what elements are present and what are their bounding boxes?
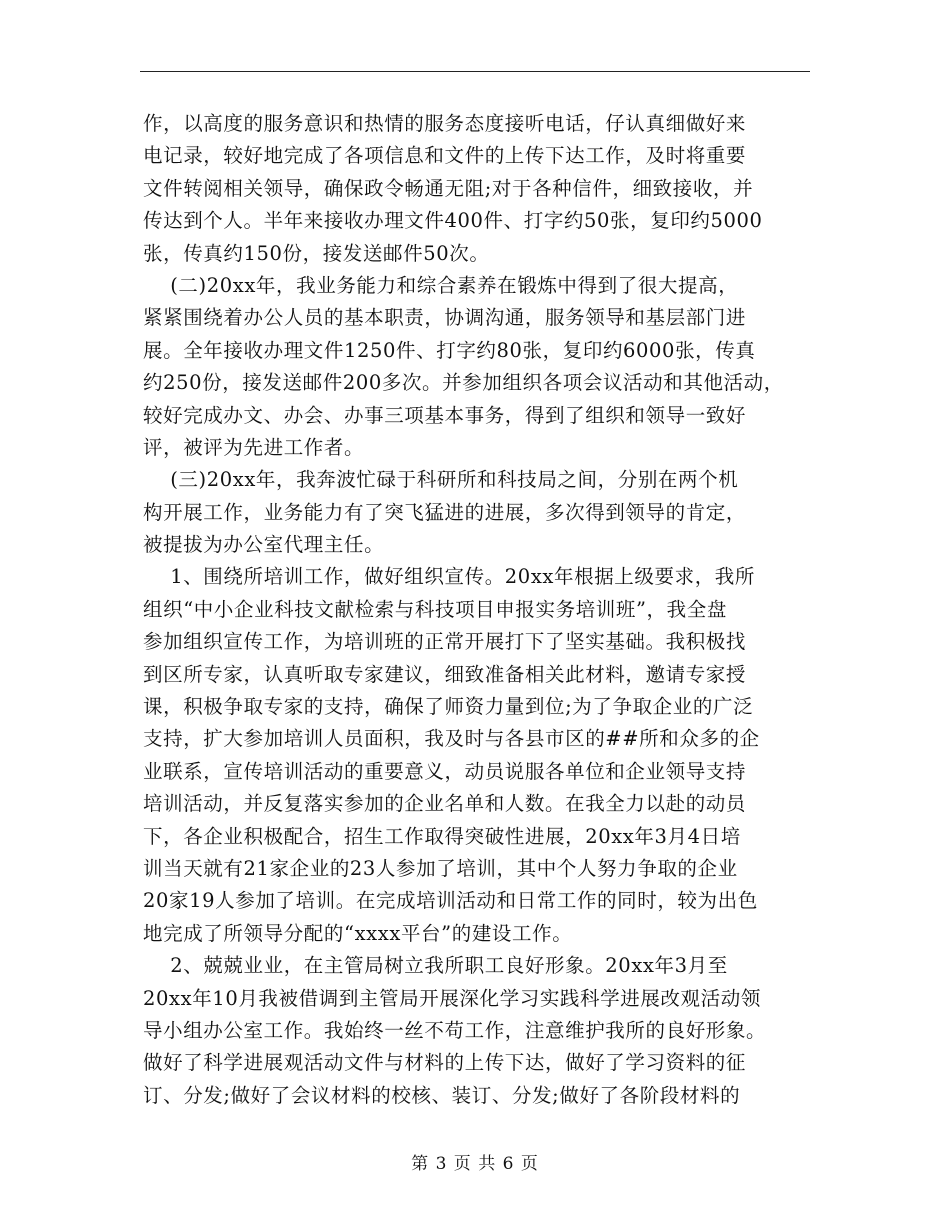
- text-line: 组织“中小企业科技文献检索与科技项目申报实务培训班”，我全盘: [143, 597, 727, 621]
- page-footer: 第 3 页 共 6 页: [411, 1154, 539, 1174]
- text-line: 构开展工作，业务能力有了突飞猛进的进展，多次得到领导的肯定，: [143, 500, 747, 524]
- text-line: 张，传真约150份，接发送邮件50次。: [143, 241, 490, 265]
- text-line: 电记录，较好地完成了各项信息和文件的上传下达工作，及时将重要: [143, 144, 747, 168]
- text-line: 培训活动，并反复落实参加的企业名单和人数。在我全力以赴的动员: [143, 792, 747, 816]
- text-line: 作，以高度的服务意识和热情的服务态度接听电话，仔认真细做好来: [143, 112, 747, 135]
- text-line: (三)20xx年，我奔波忙碌于科研所和科技局之间，分别在两个机: [143, 468, 739, 492]
- text-line: 展。全年接收办理文件1250件、打字约80张，复印约6000张，传真: [143, 338, 756, 362]
- text-line: 评，被评为先进工作者。: [143, 435, 365, 459]
- text-line: 20家19人参加了培训。在完成培训活动和日常工作的同时，较为出色: [143, 889, 758, 913]
- text-line: 导小组办公室工作。我始终一丝不苟工作，注意维护我所的良好形象。: [143, 1018, 767, 1042]
- text-line: 紧紧围绕着办公人员的基本职责，协调沟通，服务领导和基层部门进: [143, 306, 747, 330]
- text-line: 做好了科学进展观活动文件与材料的上传下达，做好了学习资料的征: [143, 1051, 747, 1075]
- text-line: 传达到个人。半年来接收办理文件400件、打字约50张，复印约5000: [143, 209, 763, 233]
- text-line: 课，积极争取专家的支持，确保了师资力量到位;为了争取企业的广泛: [143, 695, 754, 719]
- text-line: 约250份，接发送邮件200多次。并参加组织各项会议活动和其他活动，: [143, 371, 784, 395]
- text-line: 较好完成办文、办会、办事三项基本事务，得到了组织和领导一致好: [143, 403, 747, 427]
- text-line: 1、围绕所培训工作，做好组织宣传。20xx年根据上级要求，我所: [143, 565, 756, 589]
- text-line: 下，各企业积极配合，招生工作取得突破性进展，20xx年3月4日培: [143, 824, 741, 848]
- text-line: 地完成了所领导分配的“xxxx平台”的建设工作。: [143, 921, 573, 945]
- text-line: (二)20xx年，我业务能力和综合素养在锻炼中得到了很大提高，: [143, 273, 739, 297]
- text-line: 业联系，宣传培训活动的重要意义，动员说服各单位和企业领导支持: [143, 759, 747, 783]
- body-text: [143, 108, 823, 1112]
- text-line: 支持，扩大参加培训人员面积，我及时与各县市区的##所和众多的企: [143, 727, 760, 751]
- text-line: 2、兢兢业业，在主管局树立我所职工良好形象。20xx年3月至: [143, 954, 728, 978]
- text-line: 被提拔为办公室代理主任。: [143, 533, 385, 557]
- text-line: 订、分发;做好了会议材料的校核、装订、分发;做好了各阶段材料的: [143, 1083, 741, 1107]
- text-line: 参加组织宣传工作，为培训班的正常开展打下了坚实基础。我积极找: [143, 630, 747, 654]
- text-line: 到区所专家，认真听取专家建议，细致准备相关此材料，邀请专家授: [143, 662, 747, 686]
- text-line: 训当天就有21家企业的23人参加了培训，其中个人努力争取的企业: [143, 856, 738, 880]
- text-line: 文件转阅相关领导，确保政令畅通无阻;对于各种信件，细致接收，并: [143, 176, 754, 200]
- header-rule: [140, 71, 810, 72]
- text-line: 20xx年10月我被借调到主管局开展深化学习实践科学进展改观活动领: [143, 986, 761, 1010]
